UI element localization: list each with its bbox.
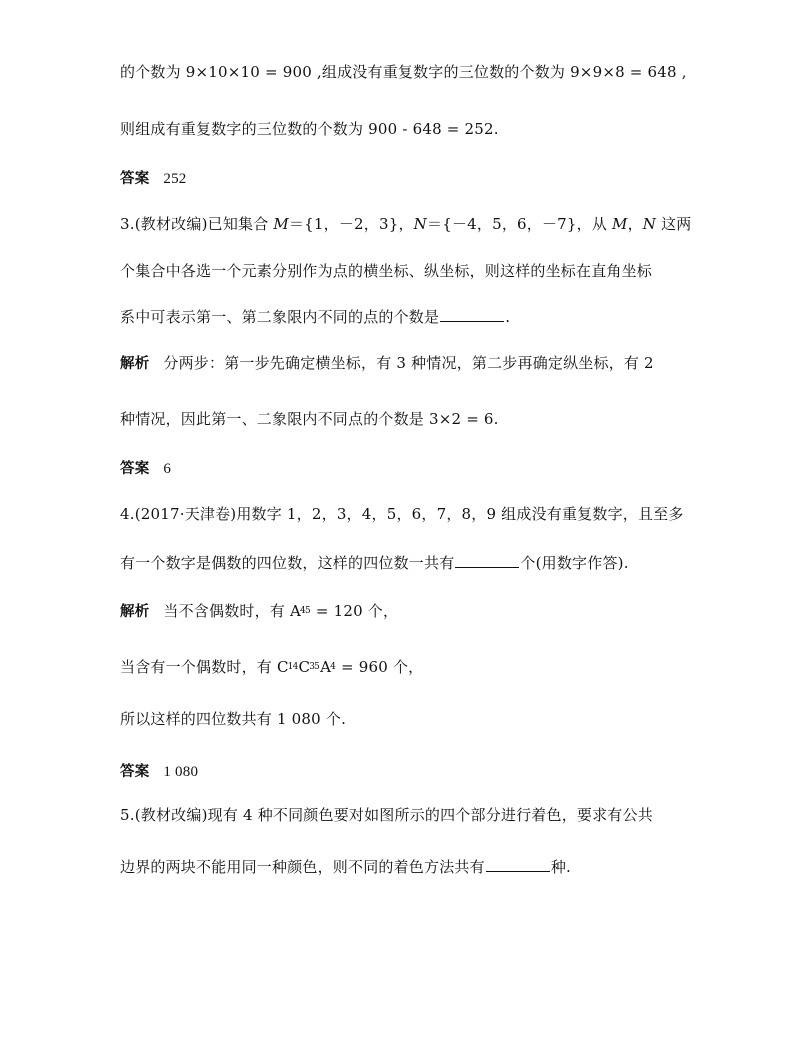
- answer-blank: [440, 307, 504, 322]
- solution-4-text-1b: = 120 个，: [310, 602, 399, 620]
- q4-line2-end: 个(用数字作答).: [520, 554, 629, 572]
- answer-label: 答案: [120, 764, 150, 780]
- permutation-2-index: 4: [330, 662, 337, 672]
- question-3-line-3: [120, 307, 680, 327]
- answer-blank: [455, 553, 519, 568]
- q3-line3-end: .: [505, 308, 511, 326]
- solution-label: 解析: [120, 604, 150, 620]
- combination-2-letter: C: [298, 658, 311, 676]
- solution-3-line-2: 种情况，因此第一、二象限内不同点的个数是 3×2 = 6.: [120, 410, 499, 428]
- q4-line2-text: 有一个数字是偶数的四位数，这样的四位数一共有: [120, 554, 455, 572]
- permutation-sub: 5: [304, 606, 311, 616]
- set-n-values: ＝{－4，5，6，－7}，从: [427, 215, 613, 233]
- set-n-symbol: N: [413, 215, 427, 233]
- question-5-line-1: 5.(教材改编)现有 4 种不同颜色要对如图所示的四个部分进行着色，要求有公共: [120, 806, 653, 824]
- set-n-symbol-2: N: [642, 215, 657, 233]
- question-4-line-1: 4.(2017·天津卷)用数字 1，2，3，4，5，6，7，8，9 组成没有重复数字，且至多: [120, 505, 684, 523]
- text-line-1: 的个数为 9×10×10 = 900 ,组成没有重复数字的三位数的个数为 9×9×8 = 648 ,: [120, 63, 687, 81]
- answer-3-line: [120, 458, 680, 479]
- solution-4-line-2: [120, 657, 680, 677]
- solution-4-line-3: 所以这样的四位数共有 1 080 个.: [120, 710, 347, 728]
- answer-line-1: [120, 168, 680, 189]
- answer-blank: [486, 857, 550, 872]
- q3-comma: ，: [627, 215, 643, 233]
- answer-label: 答案: [120, 461, 150, 477]
- question-4-line-2: [120, 553, 680, 573]
- set-m-values: ＝{1，－2，3}，: [288, 215, 414, 233]
- solution-4-text-1a: 当不含偶数时，有 A: [163, 602, 302, 620]
- combination-2-sub: 5: [314, 662, 321, 672]
- solution-3-text-1: 分两步：第一步先确定横坐标，有 3 种情况，第二步再确定纵坐标，有 2: [163, 354, 654, 372]
- q5-line2-end: 种.: [550, 858, 571, 876]
- answer-value: 1 080: [163, 764, 199, 780]
- set-m-symbol-2: M: [612, 215, 628, 233]
- answer-value: 252: [163, 171, 187, 187]
- answer-label: 答案: [120, 171, 150, 187]
- permutation-sup: 4: [300, 606, 306, 616]
- solution-4-text-2b: = 960 个，: [336, 658, 424, 676]
- solution-4-line-1: [120, 601, 680, 622]
- solution-4-text-2a: 当含有一个偶数时，有 C: [120, 658, 289, 676]
- permutation-letter: A: [320, 658, 332, 676]
- solution-label: 解析: [120, 356, 150, 372]
- question-3-line-2: 个集合中各选一个元素分别作为点的横坐标、纵坐标，则这样的坐标在直角坐标: [120, 262, 653, 280]
- answer-value: 6: [163, 461, 172, 477]
- set-m-symbol: M: [273, 215, 289, 233]
- q5-line2-text: 边界的两块不能用同一种颜色，则不同的着色方法共有: [120, 858, 485, 876]
- question-3-line-1: [120, 214, 692, 234]
- combination-1-sub: 4: [292, 662, 299, 672]
- solution-3-line-1: [120, 353, 680, 374]
- answer-4-line: [120, 761, 680, 782]
- q3-prefix: 3.(教材改编)已知集合: [120, 215, 274, 233]
- q3-line1-end: 这两: [656, 215, 692, 233]
- combination-2-sup: 3: [309, 662, 316, 672]
- text-line-2: 则组成有重复数字的三位数的个数为 900 - 648 = 252.: [120, 120, 499, 138]
- combination-1-sup: 1: [287, 662, 294, 672]
- q3-line3-text: 系中可表示第一、第二象限内不同的点的个数是: [120, 308, 440, 326]
- question-5-line-2: [120, 857, 680, 877]
